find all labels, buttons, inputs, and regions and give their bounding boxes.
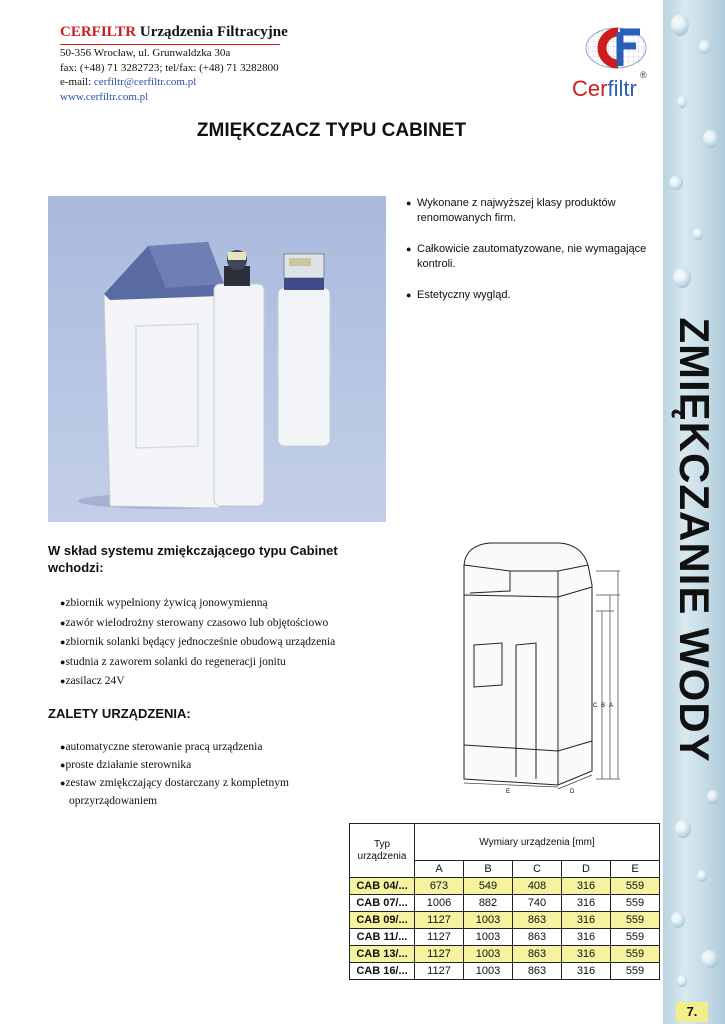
table-cell: 1127 — [415, 963, 464, 980]
column-header: D — [562, 861, 611, 878]
dim-label-e: E — [506, 789, 511, 795]
table-row — [350, 963, 660, 980]
table-cell: 316 — [562, 963, 611, 980]
column-header: C — [513, 861, 562, 878]
table-row — [350, 929, 660, 946]
feature-item: ● Wykonane z najwyższej klasy produktów renomowanych firm. — [406, 196, 656, 226]
list-item: ● zbiornik solanki będący jednocześnie obudową urządzenia — [60, 633, 335, 653]
model-cell: CAB 09/... — [350, 912, 415, 929]
table-cell: 316 — [562, 912, 611, 929]
contact-block — [60, 46, 279, 104]
table-cell: 316 — [562, 946, 611, 963]
table-cell: 1003 — [464, 912, 513, 929]
model-cell: CAB 16/... — [350, 963, 415, 980]
list-item: ● zawór wielodrożny sterowany czasowo lub objętościowo — [60, 614, 335, 634]
table-cell: 863 — [513, 912, 562, 929]
type-header: Typ urządzenia — [350, 824, 415, 878]
table-cell: 316 — [562, 929, 611, 946]
company-name — [60, 24, 288, 41]
company-subtitle: Urządzenia Filtracyjne — [136, 24, 288, 40]
table-cell: 559 — [611, 929, 660, 946]
advantages-list — [60, 738, 330, 810]
dimensions-table — [349, 823, 660, 980]
table-cell: 1127 — [415, 929, 464, 946]
dimension-drawing — [450, 535, 630, 805]
list-item: ● zbiornik wypełniony żywicą jonowymienną — [60, 594, 335, 614]
table-cell: 882 — [464, 895, 513, 912]
table-cell: 1003 — [464, 963, 513, 980]
brand-name: CERFILTR — [60, 24, 137, 40]
table-cell: 1127 — [415, 912, 464, 929]
model-cell: CAB 04/... — [350, 878, 415, 895]
dim-label-d: D — [570, 789, 575, 795]
column-header: E — [611, 861, 660, 878]
phone-numbers: fax: (+48) 71 3282723; tel/fax: (+48) 71 3282800 — [60, 61, 279, 74]
table-cell: 559 — [611, 912, 660, 929]
column-header: B — [464, 861, 513, 878]
header-underline — [60, 44, 280, 45]
model-cell: CAB 07/... — [350, 895, 415, 912]
logo-wordmark-red: Cer — [572, 76, 608, 101]
table-cell: 1127 — [415, 946, 464, 963]
list-item: ● automatyczne sterowanie pracą urządzenia — [60, 738, 330, 756]
table-cell: 1003 — [464, 946, 513, 963]
dim-label-c: C — [593, 703, 598, 709]
table-cell: 740 — [513, 895, 562, 912]
email-label: e-mail: — [60, 76, 94, 88]
composition-heading: W skład systemu zmiękczającego typu Cabinet wchodzi: — [48, 543, 338, 575]
logo-wordmark — [572, 76, 637, 102]
model-cell: CAB 11/... — [350, 929, 415, 946]
model-cell: CAB 13/... — [350, 946, 415, 963]
table-cell: 559 — [611, 963, 660, 980]
table-cell: 673 — [415, 878, 464, 895]
table-row — [350, 878, 660, 895]
list-item: ● zestaw zmiękczający dostarczany z kompletnym — [60, 774, 330, 792]
table-cell: 1003 — [464, 929, 513, 946]
list-item-continuation: oprzyrządowaniem — [69, 795, 158, 807]
list-item: ● studnia z zaworem solanki do regeneracji jonitu — [60, 653, 335, 673]
side-title — [663, 0, 725, 1024]
table-cell: 316 — [562, 878, 611, 895]
table-cell: 863 — [513, 963, 562, 980]
email-link[interactable]: cerfiltr@cerfiltr.com.pl — [93, 76, 197, 88]
feature-item: ● Całkowicie zautomatyzowane, nie wymagające kontroli. — [406, 242, 656, 272]
product-photo — [48, 196, 386, 522]
side-title-text: ZMIĘKCZANIE WODY — [671, 317, 718, 763]
page-number: 7. — [676, 1002, 708, 1022]
page-title: ZMIĘKCZACZ TYPU CABINET — [196, 120, 467, 141]
table-cell: 549 — [464, 878, 513, 895]
email-line — [60, 75, 279, 90]
table-cell: 316 — [562, 895, 611, 912]
composition-list — [60, 594, 335, 692]
table-row — [350, 912, 660, 929]
dim-label-a: A — [609, 703, 614, 709]
dim-label-b: B — [601, 703, 606, 709]
dimensions-header: Wymiary urządzenia [mm] — [415, 824, 660, 861]
address: 50-356 Wrocław, ul. Grunwaldzka 30a — [60, 47, 231, 59]
logo-wordmark-blue: filtr — [607, 76, 637, 101]
table-cell: 559 — [611, 878, 660, 895]
column-header: A — [415, 861, 464, 878]
table-cell: 863 — [513, 929, 562, 946]
list-item: ● zasilacz 24V — [60, 672, 335, 692]
table-cell: 408 — [513, 878, 562, 895]
feature-list — [406, 196, 656, 319]
list-item: ● proste działanie sterownika — [60, 756, 330, 774]
website-link[interactable]: www.cerfiltr.com.pl — [60, 90, 149, 103]
table-cell: 559 — [611, 895, 660, 912]
table-row — [350, 895, 660, 912]
advantages-heading: ZALETY URZĄDZENIA: — [48, 706, 191, 721]
table-cell: 863 — [513, 946, 562, 963]
table-cell: 1006 — [415, 895, 464, 912]
table-row — [350, 946, 660, 963]
feature-item: ● Estetyczny wygląd. — [406, 288, 656, 303]
registered-mark: ® — [640, 70, 647, 80]
table-cell: 559 — [611, 946, 660, 963]
